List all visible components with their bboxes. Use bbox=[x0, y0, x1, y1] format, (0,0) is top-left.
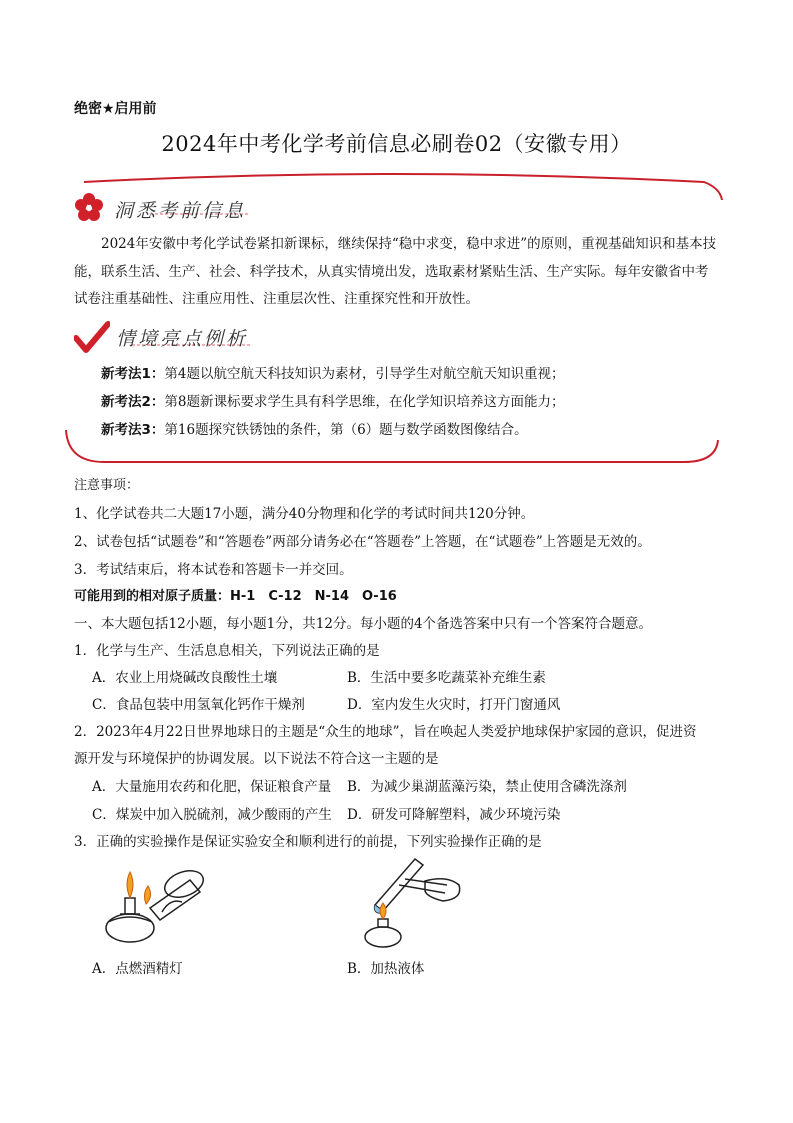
highlight-item bbox=[101, 418, 528, 438]
section-one-intro: 一、本大题包括12小题，每小题1分，共12分。每小题的4个备选答案中只有一个答案符合题意。 bbox=[74, 616, 653, 632]
alcohol-lamp-lighting-illustration bbox=[100, 858, 210, 948]
highlight-item bbox=[101, 390, 565, 410]
question-2-stem-line2: 源开发与环境保护的协调发展。以下说法不符合这一主题的是 bbox=[74, 751, 439, 767]
question-1-option-a: A．农业上用烧碱改良酸性土壤 bbox=[92, 670, 278, 686]
question-3-option-b: B．加热液体 bbox=[347, 961, 425, 977]
highlight-label: 新考法3： bbox=[101, 422, 165, 438]
note-item: 1、化学试卷共二大题17小题，满分40分物理和化学的考试时间共120分钟。 bbox=[74, 506, 535, 522]
question-2-option-c: C．煤炭中加入脱硫剂，减少酸雨的产生 bbox=[92, 807, 332, 823]
question-1-stem: 1．化学与生产、生活息息相关，下列说法正确的是 bbox=[74, 643, 380, 659]
notes-heading: 注意事项： bbox=[74, 478, 140, 493]
question-2-option-d: D．研发可降解塑料，减少环境污染 bbox=[347, 807, 561, 823]
atomic-mass-line: 可能用到的相对原子质量：H-1 C-12 N-14 O-16 bbox=[74, 589, 397, 604]
highlight-text: 第16题探究铁锈蚀的条件，第（6）题与数学函数图像结合。 bbox=[164, 422, 528, 438]
note-item: 3．考试结束后，将本试卷和答题卡一并交回。 bbox=[74, 562, 353, 578]
section-title-highlights: 情境亮点例析 bbox=[116, 328, 249, 350]
checkmark-icon bbox=[74, 320, 110, 354]
secret-label: 绝密★启用前 bbox=[74, 101, 157, 117]
highlight-item bbox=[101, 362, 565, 382]
question-1-option-c: C．食品包装中用氢氧化钙作干燥剂 bbox=[92, 697, 305, 713]
question-1-option-b: B．生活中要多吃蔬菜补充维生素 bbox=[347, 670, 546, 686]
question-1-option-d: D．室内发生火灾时，打开门窗通风 bbox=[347, 697, 561, 713]
highlight-text: 第8题新课标要求学生具有科学思维，在化学知识培养这方面能力； bbox=[164, 394, 565, 410]
page-title: 2024年中考化学考前信息必刷卷02（安徽专用） bbox=[161, 132, 632, 156]
section-title-info: 洞悉考前信息 bbox=[114, 200, 247, 222]
question-2-stem-line1: 2．2023年4月22日世界地球日的主题是“众生的地球”，旨在唤起人类爱护地球保护家园的意识，促进资 bbox=[74, 724, 697, 740]
question-3-stem: 3．正确的实验操作是保证实验安全和顺利进行的前提，下列实验操作正确的是 bbox=[74, 834, 542, 850]
question-3-option-a: A．点燃酒精灯 bbox=[92, 961, 183, 977]
highlight-text: 第4题以航空航天科技知识为素材，引导学生对航空航天知识重视； bbox=[164, 366, 565, 382]
question-2-option-b: B．为减少巢湖蓝藻污染，禁止使用含磷洗涤剂 bbox=[347, 779, 627, 795]
note-item: 2、试卷包括“试题卷”和“答题卷”两部分请务必在“答题卷”上答题，在“试题卷”上答题是无效的。 bbox=[74, 534, 651, 550]
info-paragraph: 2024年安徽中考化学试卷紧扣新课标，继续保持“稳中求变，稳中求进”的原则，重视基础知识和基本技能，联系生活、生产、社会、科学技术，从真实情境出发，选取素材紧贴生活、生产实际。每年安徽省中考试卷注重基础性、注重应用性、注重层次性、注重探究性和开放性。 bbox=[74, 236, 717, 307]
heating-liquid-illustration bbox=[355, 855, 465, 950]
flower-icon bbox=[74, 192, 104, 222]
highlight-label: 新考法1： bbox=[101, 366, 165, 382]
question-2-option-a: A．大量施用农药和化肥，保证粮食产量 bbox=[92, 779, 332, 795]
highlight-label: 新考法2： bbox=[101, 394, 165, 410]
